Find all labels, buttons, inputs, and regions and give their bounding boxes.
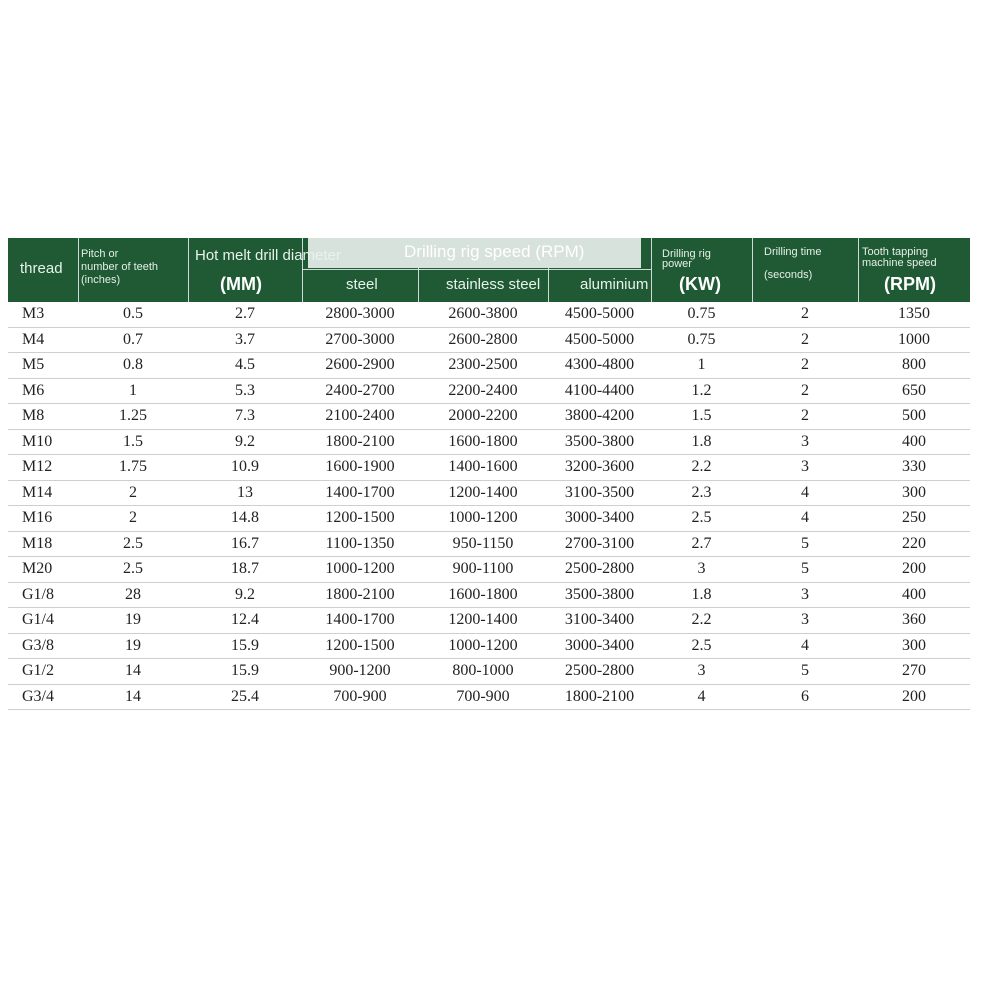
cell-hot-melt-diameter: 5.3 <box>188 378 302 404</box>
cell-aluminium-speed: 3000-3400 <box>548 633 651 659</box>
cell-tapping-speed: 330 <box>858 455 970 481</box>
cell-hot-melt-diameter: 12.4 <box>188 608 302 634</box>
cell-drilling-time: 5 <box>752 659 858 685</box>
cell-tapping-speed: 400 <box>858 582 970 608</box>
cell-aluminium-speed: 3000-3400 <box>548 506 651 532</box>
cell-thread: M12 <box>8 455 78 481</box>
cell-drilling-time: 4 <box>752 506 858 532</box>
divider <box>651 238 652 302</box>
cell-pitch: 1.5 <box>78 429 188 455</box>
cell-tapping-speed: 500 <box>858 404 970 430</box>
cell-tapping-speed: 300 <box>858 480 970 506</box>
cell-stainless-speed: 800-1000 <box>418 659 548 685</box>
cell-steel-speed: 700-900 <box>302 684 418 710</box>
cell-power: 2.2 <box>651 455 752 481</box>
table-row <box>8 455 970 481</box>
speed-title-band <box>308 238 641 268</box>
cell-steel-speed: 2400-2700 <box>302 378 418 404</box>
table-row <box>8 353 970 379</box>
header-pitch-3: (inches) <box>81 274 121 286</box>
header-hot-melt: Hot melt drill diameter <box>195 247 341 264</box>
cell-hot-melt-diameter: 10.9 <box>188 455 302 481</box>
cell-pitch: 2.5 <box>78 531 188 557</box>
table-row <box>8 684 970 710</box>
cell-tapping-speed: 200 <box>858 684 970 710</box>
cell-steel-speed: 1200-1500 <box>302 506 418 532</box>
cell-stainless-speed: 1200-1400 <box>418 608 548 634</box>
cell-power: 1.5 <box>651 404 752 430</box>
cell-drilling-time: 6 <box>752 684 858 710</box>
divider <box>188 238 189 302</box>
cell-drilling-time: 5 <box>752 531 858 557</box>
cell-pitch: 0.8 <box>78 353 188 379</box>
header-pitch-1: Pitch or <box>81 248 119 260</box>
cell-stainless-speed: 1000-1200 <box>418 633 548 659</box>
cell-aluminium-speed: 2700-3100 <box>548 531 651 557</box>
cell-thread: M8 <box>8 404 78 430</box>
cell-thread: M6 <box>8 378 78 404</box>
cell-pitch: 1.25 <box>78 404 188 430</box>
cell-aluminium-speed: 2500-2800 <box>548 659 651 685</box>
cell-aluminium-speed: 3100-3400 <box>548 608 651 634</box>
cell-steel-speed: 1600-1900 <box>302 455 418 481</box>
cell-pitch: 19 <box>78 633 188 659</box>
cell-pitch: 2 <box>78 506 188 532</box>
cell-stainless-speed: 2600-2800 <box>418 327 548 353</box>
cell-pitch: 19 <box>78 608 188 634</box>
header-power-2: power <box>662 258 692 270</box>
cell-thread: G3/4 <box>8 684 78 710</box>
table-row <box>8 480 970 506</box>
cell-drilling-time: 3 <box>752 582 858 608</box>
cell-aluminium-speed: 1800-2100 <box>548 684 651 710</box>
cell-hot-melt-diameter: 9.2 <box>188 429 302 455</box>
cell-thread: G1/2 <box>8 659 78 685</box>
cell-tapping-speed: 200 <box>858 557 970 583</box>
table-row <box>8 557 970 583</box>
cell-stainless-speed: 2300-2500 <box>418 353 548 379</box>
table-row <box>8 659 970 685</box>
cell-hot-melt-diameter: 15.9 <box>188 633 302 659</box>
cell-hot-melt-diameter: 13 <box>188 480 302 506</box>
cell-power: 2.5 <box>651 633 752 659</box>
header-rpm: (RPM) <box>884 274 936 294</box>
cell-pitch: 0.5 <box>78 302 188 327</box>
cell-power: 3 <box>651 557 752 583</box>
table-row <box>8 404 970 430</box>
table-row <box>8 327 970 353</box>
header-stainless: stainless steel <box>446 276 541 293</box>
cell-pitch: 0.7 <box>78 327 188 353</box>
table-row <box>8 302 970 327</box>
cell-power: 2.7 <box>651 531 752 557</box>
cell-aluminium-speed: 4100-4400 <box>548 378 651 404</box>
table-row <box>8 378 970 404</box>
cell-power: 0.75 <box>651 302 752 327</box>
cell-power: 0.75 <box>651 327 752 353</box>
table-header <box>8 238 970 302</box>
cell-pitch: 28 <box>78 582 188 608</box>
cell-steel-speed: 2600-2900 <box>302 353 418 379</box>
cell-steel-speed: 2700-3000 <box>302 327 418 353</box>
cell-thread: M16 <box>8 506 78 532</box>
cell-drilling-time: 5 <box>752 557 858 583</box>
table-row <box>8 633 970 659</box>
cell-stainless-speed: 950-1150 <box>418 531 548 557</box>
cell-hot-melt-diameter: 7.3 <box>188 404 302 430</box>
cell-aluminium-speed: 3800-4200 <box>548 404 651 430</box>
cell-steel-speed: 1200-1500 <box>302 633 418 659</box>
divider <box>418 268 419 302</box>
cell-power: 1.2 <box>651 378 752 404</box>
cell-stainless-speed: 700-900 <box>418 684 548 710</box>
header-time-1: Drilling time <box>764 246 822 258</box>
cell-pitch: 14 <box>78 659 188 685</box>
header-pitch-2: number of teeth <box>81 261 159 273</box>
cell-stainless-speed: 1600-1800 <box>418 582 548 608</box>
cell-steel-speed: 2100-2400 <box>302 404 418 430</box>
cell-aluminium-speed: 3200-3600 <box>548 455 651 481</box>
cell-steel-speed: 2800-3000 <box>302 302 418 327</box>
cell-power: 3 <box>651 659 752 685</box>
cell-stainless-speed: 2200-2400 <box>418 378 548 404</box>
cell-power: 1.8 <box>651 582 752 608</box>
cell-thread: G3/8 <box>8 633 78 659</box>
cell-drilling-time: 2 <box>752 302 858 327</box>
cell-drilling-time: 4 <box>752 633 858 659</box>
cell-stainless-speed: 1000-1200 <box>418 506 548 532</box>
data-table <box>8 302 970 710</box>
divider <box>78 238 79 302</box>
cell-pitch: 2.5 <box>78 557 188 583</box>
cell-aluminium-speed: 3500-3800 <box>548 582 651 608</box>
cell-tapping-speed: 220 <box>858 531 970 557</box>
cell-steel-speed: 1800-2100 <box>302 429 418 455</box>
cell-pitch: 2 <box>78 480 188 506</box>
cell-power: 2.5 <box>651 506 752 532</box>
divider <box>752 238 753 302</box>
cell-power: 2.3 <box>651 480 752 506</box>
cell-power: 1 <box>651 353 752 379</box>
cell-stainless-speed: 1200-1400 <box>418 480 548 506</box>
cell-hot-melt-diameter: 15.9 <box>188 659 302 685</box>
cell-hot-melt-diameter: 16.7 <box>188 531 302 557</box>
header-mm: (MM) <box>220 274 262 294</box>
cell-pitch: 1 <box>78 378 188 404</box>
cell-drilling-time: 3 <box>752 455 858 481</box>
cell-stainless-speed: 1400-1600 <box>418 455 548 481</box>
cell-steel-speed: 1400-1700 <box>302 480 418 506</box>
header-kw: (KW) <box>679 274 721 294</box>
cell-aluminium-speed: 3500-3800 <box>548 429 651 455</box>
spec-table <box>8 238 970 710</box>
cell-tapping-speed: 400 <box>858 429 970 455</box>
header-tap-2: machine speed <box>862 257 937 269</box>
header-power-1: Drilling rig <box>662 248 711 260</box>
cell-steel-speed: 1100-1350 <box>302 531 418 557</box>
cell-thread: M10 <box>8 429 78 455</box>
cell-aluminium-speed: 4500-5000 <box>548 327 651 353</box>
cell-aluminium-speed: 2500-2800 <box>548 557 651 583</box>
cell-thread: M3 <box>8 302 78 327</box>
cell-pitch: 1.75 <box>78 455 188 481</box>
cell-tapping-speed: 250 <box>858 506 970 532</box>
cell-aluminium-speed: 4300-4800 <box>548 353 651 379</box>
cell-steel-speed: 1800-2100 <box>302 582 418 608</box>
table-row <box>8 429 970 455</box>
cell-thread: M18 <box>8 531 78 557</box>
divider <box>302 269 651 270</box>
cell-hot-melt-diameter: 3.7 <box>188 327 302 353</box>
header-time-2: (seconds) <box>764 269 813 281</box>
cell-tapping-speed: 360 <box>858 608 970 634</box>
cell-steel-speed: 1400-1700 <box>302 608 418 634</box>
cell-hot-melt-diameter: 9.2 <box>188 582 302 608</box>
cell-drilling-time: 3 <box>752 608 858 634</box>
cell-hot-melt-diameter: 2.7 <box>188 302 302 327</box>
divider <box>548 268 549 302</box>
table-row <box>8 608 970 634</box>
cell-tapping-speed: 300 <box>858 633 970 659</box>
cell-hot-melt-diameter: 25.4 <box>188 684 302 710</box>
table-row <box>8 506 970 532</box>
cell-steel-speed: 900-1200 <box>302 659 418 685</box>
cell-drilling-time: 2 <box>752 327 858 353</box>
table-row <box>8 531 970 557</box>
cell-stainless-speed: 900-1100 <box>418 557 548 583</box>
cell-aluminium-speed: 3100-3500 <box>548 480 651 506</box>
speed-title: Drilling rig speed (RPM) <box>404 242 585 261</box>
cell-thread: G1/8 <box>8 582 78 608</box>
header-tap-1: Tooth tapping <box>862 246 929 258</box>
cell-drilling-time: 2 <box>752 404 858 430</box>
cell-steel-speed: 1000-1200 <box>302 557 418 583</box>
cell-tapping-speed: 1350 <box>858 302 970 327</box>
cell-tapping-speed: 270 <box>858 659 970 685</box>
cell-tapping-speed: 1000 <box>858 327 970 353</box>
header-thread: thread <box>20 260 63 277</box>
cell-power: 1.8 <box>651 429 752 455</box>
cell-thread: M5 <box>8 353 78 379</box>
cell-tapping-speed: 800 <box>858 353 970 379</box>
cell-drilling-time: 2 <box>752 378 858 404</box>
cell-drilling-time: 3 <box>752 429 858 455</box>
divider <box>858 238 859 302</box>
cell-hot-melt-diameter: 18.7 <box>188 557 302 583</box>
cell-power: 4 <box>651 684 752 710</box>
cell-stainless-speed: 2600-3800 <box>418 302 548 327</box>
cell-stainless-speed: 1600-1800 <box>418 429 548 455</box>
cell-stainless-speed: 2000-2200 <box>418 404 548 430</box>
cell-thread: M20 <box>8 557 78 583</box>
cell-drilling-time: 2 <box>752 353 858 379</box>
header-steel: steel <box>346 276 378 293</box>
cell-thread: G1/4 <box>8 608 78 634</box>
header-aluminium: aluminium <box>580 276 649 293</box>
cell-hot-melt-diameter: 4.5 <box>188 353 302 379</box>
table-row <box>8 582 970 608</box>
cell-thread: M14 <box>8 480 78 506</box>
cell-pitch: 14 <box>78 684 188 710</box>
cell-power: 2.2 <box>651 608 752 634</box>
cell-thread: M4 <box>8 327 78 353</box>
cell-drilling-time: 4 <box>752 480 858 506</box>
cell-tapping-speed: 650 <box>858 378 970 404</box>
cell-hot-melt-diameter: 14.8 <box>188 506 302 532</box>
cell-aluminium-speed: 4500-5000 <box>548 302 651 327</box>
